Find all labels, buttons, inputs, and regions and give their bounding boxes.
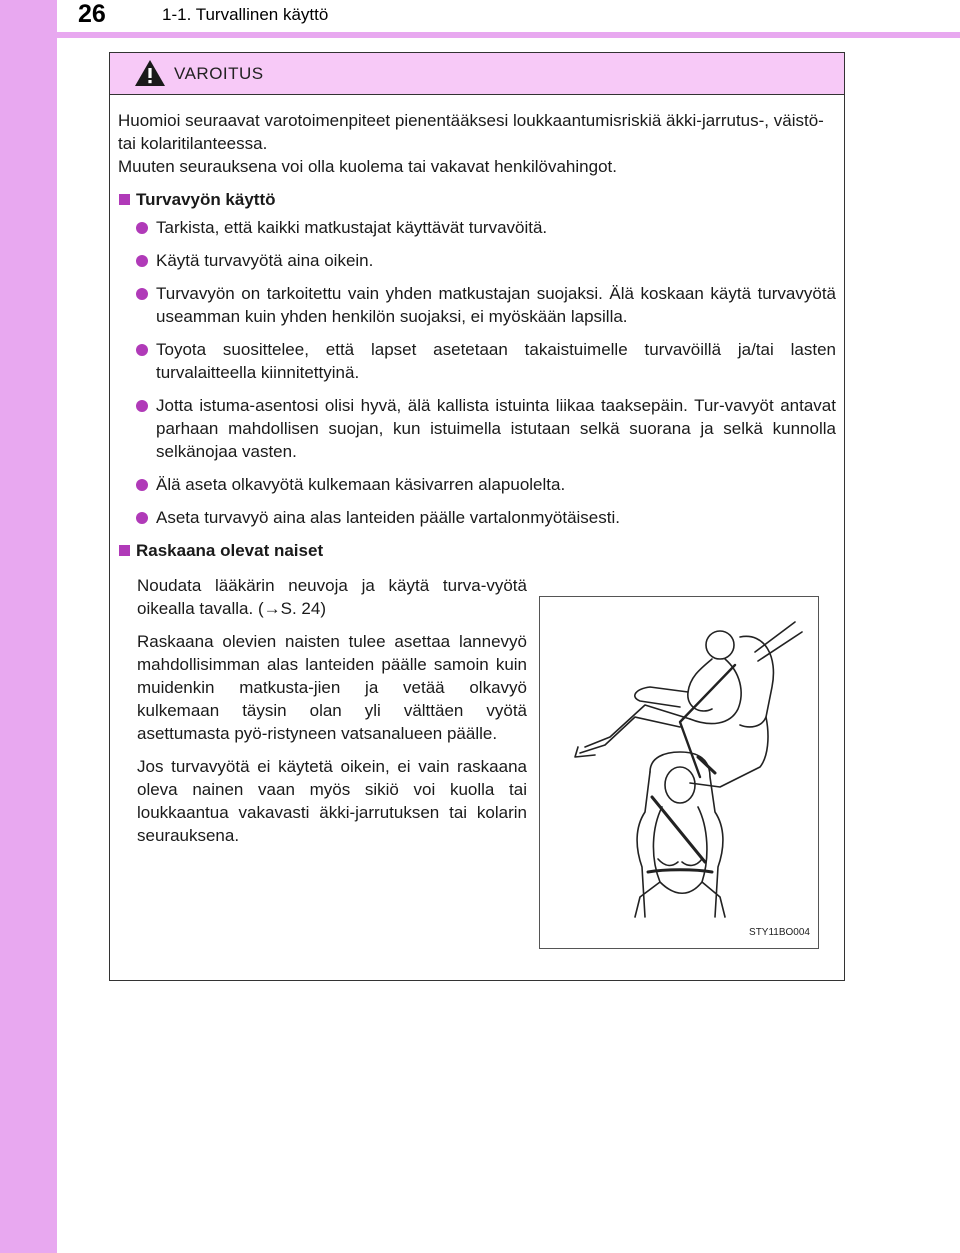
page-number: 26	[78, 0, 106, 28]
pregnancy-text	[137, 574, 527, 857]
list-item-text: Turvavyön on tarkoitettu vain yhden matkustajan suojaksi. Älä koskaan käytä turvavyötä useamman kuin yhden henkilön suojaksi, ei myöskään lapsilla.	[156, 284, 836, 326]
list-item-text: Käytä turvavyötä aina oikein.	[156, 251, 374, 270]
bullet-icon	[136, 512, 148, 524]
list-item	[118, 249, 836, 272]
list-item	[118, 473, 836, 496]
pregnant-seatbelt-illustration	[539, 596, 819, 949]
pregnancy-paragraph: Raskaana olevien naisten tulee asettaa lannevyö mahdollisimman alas lanteiden päälle samoin kuin muidenkin matkusta-jien ja vetää olkavyö kulkemaan täysin olan yli välttäen vyötä asettumasta pyö-ristyneen vatsanalueen päälle.	[137, 632, 527, 743]
list-item	[118, 394, 836, 463]
warning-label: VAROITUS	[174, 64, 264, 83]
bullet-icon	[136, 344, 148, 356]
bullet-icon	[136, 222, 148, 234]
intro-paragraph: Huomioi seuraavat varotoimenpiteet pienentääksesi loukkaantumisriskiä äkki-jarrutus-, väistö- tai kolaritilanteessa.	[118, 111, 824, 153]
subheading-label: Raskaana olevat naiset	[136, 541, 324, 560]
bullet-icon	[136, 479, 148, 491]
pregnancy-paragraph: Noudata lääkärin neuvoja ja käytä turva-vyötä oikealla tavalla. (→S. 24)	[137, 576, 527, 618]
subheading-seatbelt-use	[118, 188, 836, 211]
list-item	[118, 506, 836, 529]
side-color-strip	[0, 0, 57, 1253]
seatbelt-list	[118, 216, 836, 529]
section-title: 1-1. Turvallinen käyttö	[162, 5, 329, 24]
list-item-text: Jotta istuma-asentosi olisi hyvä, älä kallista istuinta liikaa taaksepäin. Tur-vavyöt antavat parhaan mahdollisen suojan, kun istuimella istutaan selkä suorana ja selkä kunnolla selkänojaa vasten.	[156, 396, 836, 461]
warning-box	[109, 52, 845, 981]
list-item	[118, 282, 836, 328]
subheading-label: Turvavyön käyttö	[136, 190, 276, 209]
warning-header	[110, 53, 844, 95]
header-rule	[57, 32, 960, 38]
bullet-icon	[136, 288, 148, 300]
list-item-text: Toyota suosittelee, että lapset asetetaan takaistuimelle turvavöillä ja/tai lasten turvalaitteella kiinnitettyinä.	[156, 340, 836, 382]
bullet-icon	[136, 255, 148, 267]
list-item-text: Älä aseta olkavyötä kulkemaan käsivarren alapuolelta.	[156, 475, 566, 494]
bullet-icon	[136, 400, 148, 412]
list-item-text: Aseta turvavyö aina alas lanteiden päälle vartalonmyötäisesti.	[156, 508, 620, 527]
intro-paragraph: Muuten seurauksena voi olla kuolema tai vakavat henkilövahingot.	[118, 157, 617, 176]
figure-id: STY11BO004	[749, 927, 810, 938]
square-bullet-icon	[119, 545, 130, 556]
illustration-drawing	[540, 597, 818, 927]
pregnancy-paragraph: Jos turvavyötä ei käytetä oikein, ei vain raskaana oleva nainen vaan myös sikiö voi kuolla tai loukkaantua vakavasti äkki-jarrutuksen tai kolarin seurauksena.	[137, 757, 527, 845]
list-item	[118, 216, 836, 239]
list-item-text: Tarkista, että kaikki matkustajat käyttävät turvavöitä.	[156, 218, 548, 237]
list-item	[118, 338, 836, 384]
warning-intro	[118, 109, 836, 178]
warning-body	[118, 109, 836, 938]
subheading-pregnant	[118, 539, 836, 562]
square-bullet-icon	[119, 194, 130, 205]
warning-icon	[134, 59, 166, 87]
